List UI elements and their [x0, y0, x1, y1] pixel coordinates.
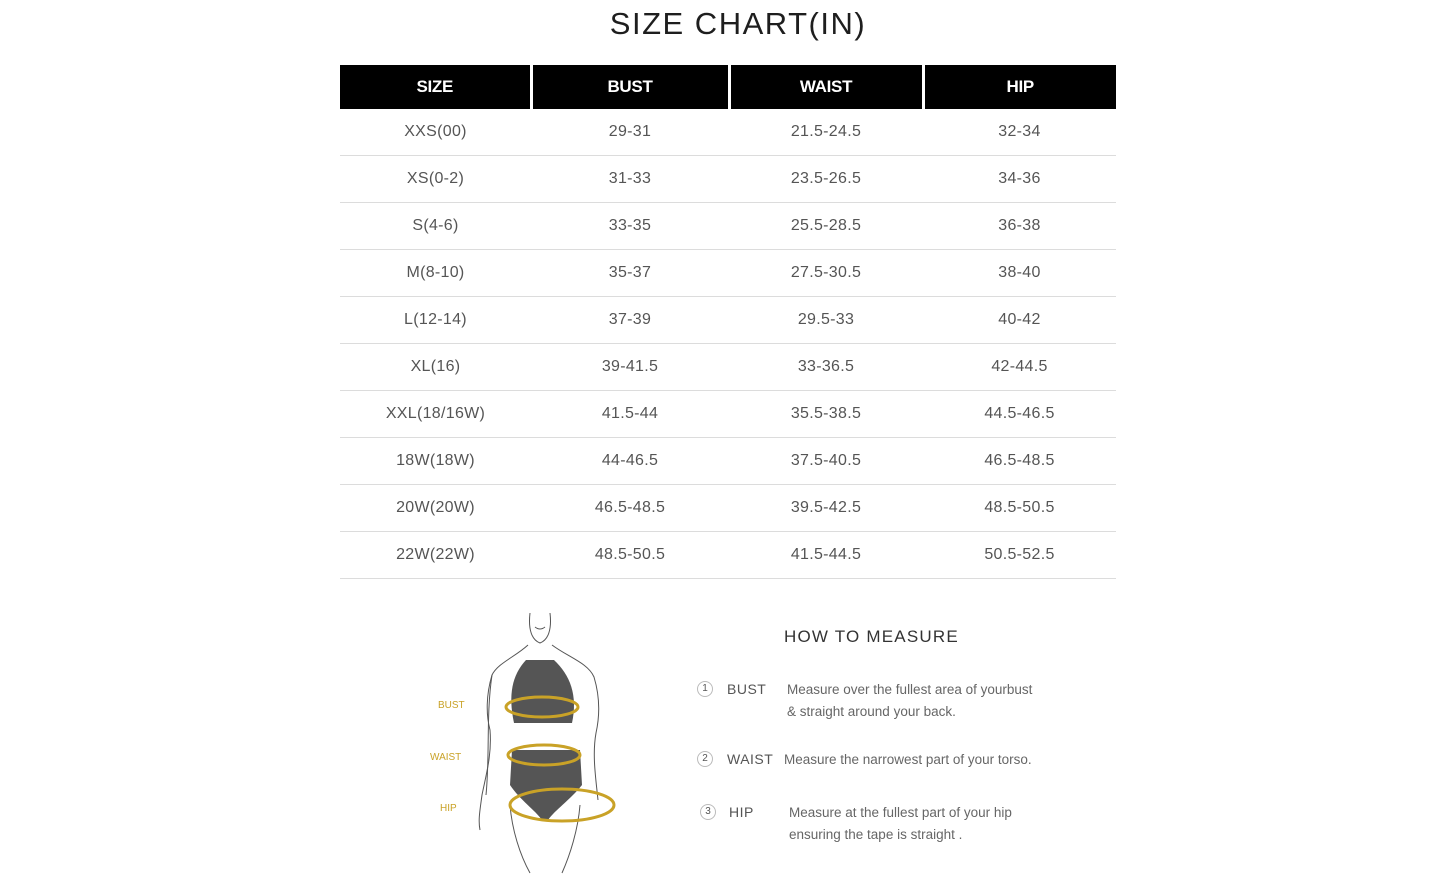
table-row: [340, 203, 1116, 250]
waist-cell: 33-36.5: [729, 344, 923, 391]
page-title: SIZE CHART(IN): [609, 6, 867, 41]
size-cell: 18W(18W): [340, 438, 531, 485]
hip-cell: 36-38: [923, 203, 1116, 250]
bust-cell: 33-35: [531, 203, 729, 250]
table-row: [340, 250, 1116, 297]
size-cell: XL(16): [340, 344, 531, 391]
table-row: [340, 532, 1116, 579]
table-row: [340, 109, 1116, 156]
hip-cell: 46.5-48.5: [923, 438, 1116, 485]
bust-cell: 46.5-48.5: [531, 485, 729, 532]
waist-cell: 35.5-38.5: [729, 391, 923, 438]
figure-label-hip: HIP: [440, 803, 457, 814]
hip-cell: 32-34: [923, 109, 1116, 156]
hip-cell: 40-42: [923, 297, 1116, 344]
table-row: [340, 297, 1116, 344]
waist-cell: 25.5-28.5: [729, 203, 923, 250]
table-row: [340, 438, 1116, 485]
step-3-label: HIP: [729, 804, 754, 820]
hip-cell: 44.5-46.5: [923, 391, 1116, 438]
hip-cell: 48.5-50.5: [923, 485, 1116, 532]
waist-cell: 39.5-42.5: [729, 485, 923, 532]
step-1-number: 1: [697, 681, 713, 697]
table-body: [340, 109, 1116, 579]
bust-cell: 29-31: [531, 109, 729, 156]
size-cell: M(8-10): [340, 250, 531, 297]
body-figure: [420, 605, 630, 875]
step-2-description: [784, 749, 1032, 771]
how-to-measure-title: HOW TO MEASURE: [784, 627, 959, 646]
waist-cell: 27.5-30.5: [729, 250, 923, 297]
size-cell: XS(0-2): [340, 156, 531, 203]
hip-cell: 50.5-52.5: [923, 532, 1116, 579]
size-cell: XXS(00): [340, 109, 531, 156]
waist-cell: 29.5-33: [729, 297, 923, 344]
size-cell: L(12-14): [340, 297, 531, 344]
step-3-line-2: ensuring the tape is straight .: [789, 827, 963, 842]
bust-cell: 48.5-50.5: [531, 532, 729, 579]
hip-cell: 34-36: [923, 156, 1116, 203]
table-row: [340, 391, 1116, 438]
header-bust: BUST: [531, 65, 729, 109]
step-3-line-1: Measure at the fullest part of your hip: [789, 805, 1012, 820]
step-1-description: [787, 679, 1032, 723]
header-hip: HIP: [923, 65, 1116, 109]
size-cell: S(4-6): [340, 203, 531, 250]
header-size: SIZE: [340, 65, 531, 109]
waist-cell: 37.5-40.5: [729, 438, 923, 485]
step-2-label: WAIST: [727, 751, 774, 767]
bust-cell: 31-33: [531, 156, 729, 203]
step-2-number: 2: [697, 751, 713, 767]
bust-cell: 35-37: [531, 250, 729, 297]
table-row: [340, 156, 1116, 203]
size-cell: 22W(22W): [340, 532, 531, 579]
figure-label-bust: BUST: [438, 700, 465, 711]
size-chart-table: [340, 65, 1116, 579]
bust-cell: 37-39: [531, 297, 729, 344]
step-2-line-1: Measure the narrowest part of your torso.: [784, 752, 1032, 767]
bust-cell: 41.5-44: [531, 391, 729, 438]
bust-cell: 39-41.5: [531, 344, 729, 391]
hip-cell: 42-44.5: [923, 344, 1116, 391]
table-header-row: [340, 65, 1116, 109]
body-illustration: [420, 605, 630, 875]
size-cell: 20W(20W): [340, 485, 531, 532]
table-row: [340, 485, 1116, 532]
step-1-line-2: & straight around your back.: [787, 704, 956, 719]
size-cell: XXL(18/16W): [340, 391, 531, 438]
step-3-number: 3: [700, 804, 716, 820]
table-row: [340, 344, 1116, 391]
header-waist: WAIST: [729, 65, 923, 109]
figure-label-waist: WAIST: [430, 752, 462, 763]
step-1-label: BUST: [727, 681, 767, 697]
step-1-line-1: Measure over the fullest area of yourbust: [787, 682, 1033, 697]
bust-cell: 44-46.5: [531, 438, 729, 485]
step-3-description: [789, 802, 1012, 846]
waist-cell: 23.5-26.5: [729, 156, 923, 203]
waist-cell: 21.5-24.5: [729, 109, 923, 156]
hip-cell: 38-40: [923, 250, 1116, 297]
waist-cell: 41.5-44.5: [729, 532, 923, 579]
